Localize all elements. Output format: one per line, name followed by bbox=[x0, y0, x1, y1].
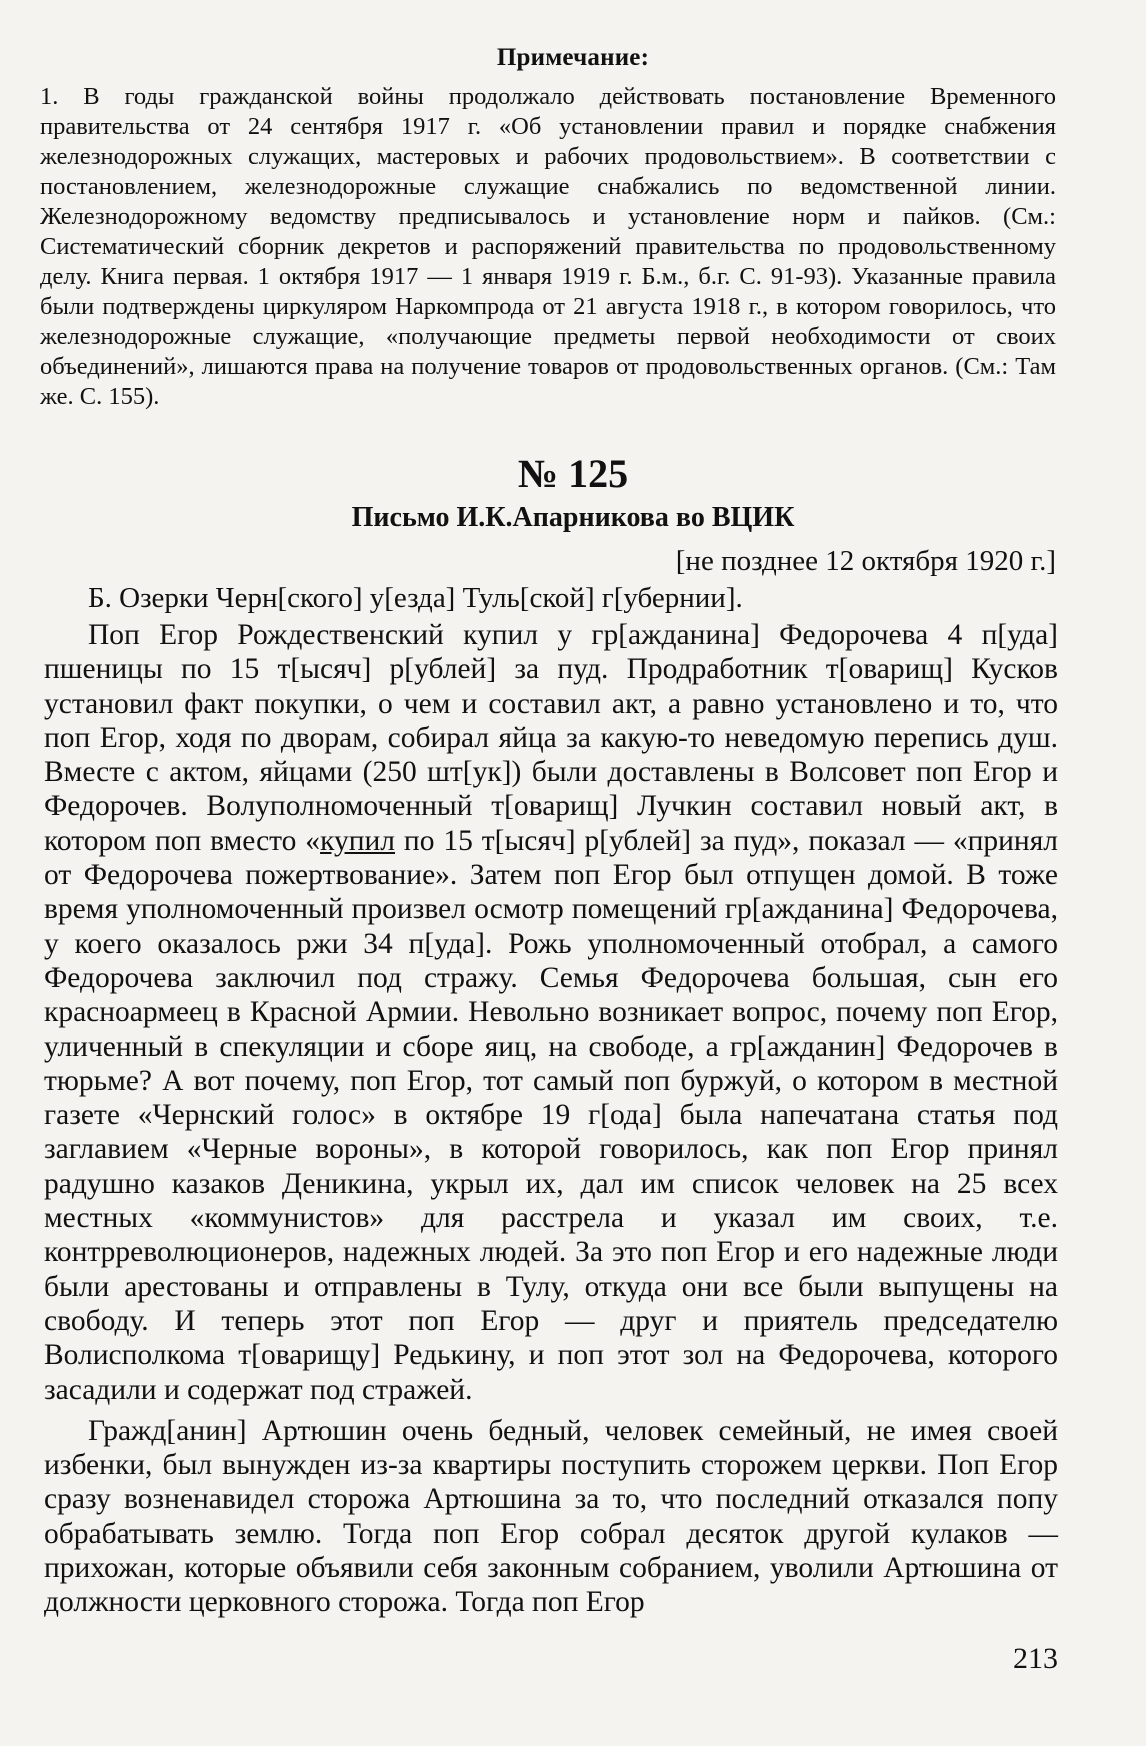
document-title: Письмо И.К.Апарникова во ВЦИК bbox=[351, 502, 795, 533]
paragraph: Гражд[анин] Артюшин очень бедный, человек семейный, не имея своей избенки, был вынужден из-за квартиры поступить сторожем церкви. Поп Егор сразу возненавидел сторожа Артюшина за то, что последний отказался попу обрабатывать землю. Тогда поп Егор собрал десяток другой кулаков — прихожан, которые объявили себя законным собранием, уволили Артюшина от должности церковного сторожа. Тогда поп Егор bbox=[44, 1414, 1058, 1619]
paragraph bbox=[44, 618, 1058, 1407]
document-number: № 125 bbox=[517, 451, 629, 496]
document-place: Б. Озерки Черн[ского] у[езда] Туль[ской] г[убернии]. bbox=[88, 582, 743, 614]
document-date: [не позднее 12 октября 1920 г.] bbox=[675, 545, 1056, 577]
page-number: 213 bbox=[1013, 1642, 1058, 1675]
paragraph-text: Поп Егор Рождественский купил у гр[ажданина] Федорочева 4 п[уда] пшеницы по 15 т[ысяч] р[ублей] за пуд. Продработник т[оварищ] Кусков установил факт покупки, о чем и составил акт, а равно установлено и то, что поп Егор, ходя по дворам, собирал яйца за какую-то неведомую перепись душ. Вместе с актом, яйцами (250 шт[ук]) были доставлены в Волсовет поп Егор и Федорочев. Волуполномоченный т[оварищ] Лучкин составил новый акт, в котором поп вместо « bbox=[44, 619, 1058, 857]
letter-body bbox=[44, 618, 1058, 1627]
underlined-word: купил bbox=[320, 824, 396, 857]
paragraph-text: по 15 т[ысяч] р[ублей] за пуд», показал — «принял от Федорочева пожертвование». Затем поп Егор был отпущен домой. В тоже время уполномоченный произвел осмотр помещений гр[ажданина] Федорочева, у коего оказалось ржи 34 п[уда]. Рожь уполномоченный отобрал, а самого Федорочева заключил под стражу. Семья Федорочева большая, сын его красноармеец в Красной Армии. Невольно возникает вопрос, почему поп Егор, уличенный в спекуляции и сборе яиц, на свободе, а гр[ажданин] Федорочев в тюрьме? А вот почему, поп Егор, тот самый поп буржуй, о котором в местной газете «Чернский голос» в октябре 19 г[ода] была напечатана статья под заглавием «Черные вороны», в которой говорилось, как поп Егор принял радушно казаков Деникина, укрыл их, дал им список человек на 25 всех местных «коммунистов» для расстрела и указал им своих, т.е. контрреволюционеров, надежных людей. За это поп Егор и его надежные люди были арестованы и отправлены в Тулу, откуда они все были выпущены на свободу. И теперь этот поп Егор — друг и приятель председателю Волисполкома т[оварищу] Редькину, и поп этот зол на Федорочева, которого засадили и содержат под стражей. bbox=[44, 824, 1058, 1406]
note-heading: Примечание: bbox=[496, 44, 650, 71]
note-text: 1. В годы гражданской войны продолжало действовать постановление Временного правительства от 24 сентября 1917 г. «Об установлении правил и порядке снабжения железнодорожных служащих, мастеровых и рабочих продовольствием». В соответствии с постановлением, железнодорожные служащие снабжались по ведомственной линии. Железнодорожному ведомству предписывалось и установление норм и пайков. (См.: Систематический сборник декретов и распоряжений правительства по продовольственному делу. Книга первая. 1 октября 1917 — 1 января 1919 г. Б.м., б.г. С. 91-93). Указанные правила были подтверждены циркуляром Наркомпрода от 21 августа 1918 г., в котором говорилось, что железнодорожные служащие, «получающие предметы первой необходимости от своих объединений», лишаются права на получение товаров от продовольственных органов. (См.: Там же. С. 155). bbox=[40, 83, 1056, 410]
